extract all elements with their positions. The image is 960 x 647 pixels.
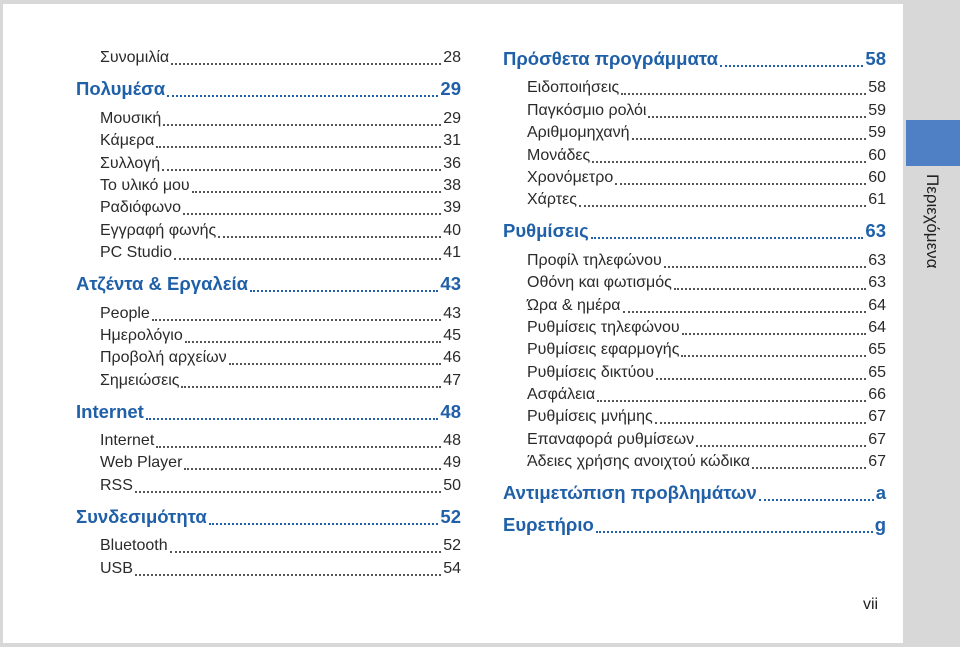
dot-leader — [579, 205, 866, 207]
dot-leader — [152, 319, 441, 321]
dot-leader — [162, 169, 441, 171]
dot-leader — [664, 266, 866, 268]
toc-entry-page: 58 — [868, 79, 886, 97]
dot-leader — [674, 288, 866, 290]
toc-entry-page: 65 — [868, 363, 886, 381]
toc-entry-page: 29 — [443, 109, 461, 127]
toc-entry[interactable] — [503, 406, 886, 428]
toc-entry-label: Πρόσθετα προγράμματα — [503, 48, 718, 69]
toc-entry-page: 52 — [440, 505, 461, 527]
toc-entry-label: Ραδιόφωνο — [100, 199, 182, 217]
toc-entry[interactable] — [503, 317, 886, 339]
document-page — [3, 4, 903, 643]
dot-leader — [156, 446, 441, 448]
toc-entry-label: Ημερολόγιο — [100, 326, 183, 344]
dot-leader — [621, 93, 866, 95]
toc-entry-page: 36 — [443, 154, 461, 172]
toc-entry-label: Συνομιλία — [100, 49, 170, 67]
toc-entry-page: 63 — [868, 274, 886, 292]
toc-entry[interactable] — [503, 361, 886, 383]
toc-section[interactable] — [76, 272, 461, 296]
dot-leader — [171, 63, 441, 65]
toc-entry-label: Web Player — [100, 454, 183, 472]
toc-entry[interactable] — [76, 369, 461, 391]
toc-entry-page: 48 — [443, 432, 461, 450]
toc-entry[interactable] — [76, 302, 461, 324]
toc-entry[interactable] — [76, 175, 461, 197]
toc-entry[interactable] — [76, 535, 461, 557]
dot-leader — [696, 445, 866, 447]
dot-leader — [250, 290, 438, 292]
toc-section[interactable] — [503, 513, 886, 537]
toc-entry-page: 45 — [443, 326, 461, 344]
toc-entry[interactable] — [76, 130, 461, 152]
toc-entry-label: Επαναφορά ρυθμίσεων — [527, 430, 695, 448]
toc-entry[interactable] — [503, 294, 886, 316]
toc-entry-label: Ρυθμίσεις μνήμης — [527, 408, 653, 426]
toc-entry-page: 63 — [865, 220, 886, 242]
dot-leader — [146, 418, 439, 420]
page-number: vii — [863, 596, 879, 613]
dot-leader — [181, 386, 441, 388]
toc-section[interactable] — [503, 47, 886, 71]
dot-leader — [592, 161, 866, 163]
toc-entry-label: Το υλικό μου — [100, 176, 190, 194]
toc-entry-page: 52 — [443, 537, 461, 555]
dot-leader — [759, 499, 874, 501]
toc-entry[interactable] — [76, 107, 461, 129]
toc-entry[interactable] — [76, 47, 461, 69]
dot-leader — [167, 95, 438, 97]
toc-entry-page: 41 — [443, 244, 461, 262]
toc-entry-page: 49 — [443, 454, 461, 472]
toc-entry-page: 29 — [440, 78, 461, 100]
toc-right-column — [503, 47, 886, 543]
side-tab-label: Περιεχόμενα — [923, 174, 942, 269]
toc-entry-label: RSS — [100, 476, 133, 494]
toc-entry-label: Παγκόσμιο ρολόι — [527, 101, 647, 119]
dot-leader — [597, 400, 866, 402]
toc-entry-label: Internet — [76, 400, 144, 422]
toc-entry-label: Μουσική — [100, 109, 162, 127]
toc-entry-label: Bluetooth — [100, 537, 168, 555]
toc-entry[interactable] — [503, 122, 886, 144]
toc-entry-label: Ρυθμίσεις δικτύου — [527, 363, 654, 381]
toc-left-column — [76, 47, 461, 580]
toc-entry[interactable] — [76, 152, 461, 174]
toc-entry-label: Ρυθμίσεις — [503, 220, 589, 242]
toc-entry-page: 47 — [443, 371, 461, 389]
dot-leader — [591, 237, 864, 239]
toc-entry-label: PC Studio — [100, 244, 173, 262]
toc-entry-label: Χάρτες — [527, 191, 577, 209]
dot-leader — [229, 363, 442, 365]
toc-entry-label: Αριθμομηχανή — [527, 124, 630, 142]
dot-leader — [623, 311, 867, 313]
toc-entry-page: 38 — [443, 176, 461, 194]
toc-entry-page: 40 — [443, 221, 461, 239]
toc-entry-page: 64 — [868, 296, 886, 314]
toc-entry-label: Κάμερα — [100, 132, 155, 150]
toc-entry[interactable] — [503, 189, 886, 211]
toc-entry[interactable] — [76, 452, 461, 474]
toc-entry-label: Ειδοποιήσεις — [527, 79, 620, 97]
chapter-tab — [906, 120, 960, 166]
toc-entry-page: 59 — [868, 124, 886, 142]
toc-entry[interactable] — [503, 272, 886, 294]
toc-entry-label: Ευρετήριο — [503, 514, 594, 536]
toc-entry-label: Προβολή αρχείων — [100, 349, 227, 367]
toc-entry[interactable] — [76, 242, 461, 264]
toc-section[interactable] — [503, 481, 886, 505]
toc-entry[interactable] — [503, 384, 886, 406]
toc-entry-page: 67 — [868, 453, 886, 471]
toc-entry-label: USB — [100, 559, 133, 577]
toc-entry[interactable] — [76, 557, 461, 579]
dot-leader — [209, 523, 439, 525]
side-tab-label-wrap — [912, 174, 952, 284]
toc-entry-page: 39 — [443, 199, 461, 217]
toc-entry-page: 46 — [443, 349, 461, 367]
toc-entry[interactable] — [76, 430, 461, 452]
toc-entry-label: Ώρα & ημέρα — [527, 296, 621, 314]
toc-section[interactable] — [503, 219, 886, 243]
toc-entry-label: Συλλογή — [100, 154, 161, 172]
dot-leader — [752, 467, 866, 469]
dot-leader — [218, 236, 441, 238]
toc-entry-label: Σημειώσεις — [100, 371, 180, 389]
dot-leader — [163, 124, 441, 126]
toc-entry-label: Ρυθμίσεις εφαρμογής — [527, 341, 680, 359]
dot-leader — [135, 491, 441, 493]
toc-entry-page: 43 — [440, 273, 461, 295]
toc-entry-page: 64 — [868, 318, 886, 336]
dot-leader — [135, 574, 441, 576]
toc-entry[interactable] — [503, 428, 886, 450]
dot-leader — [720, 65, 863, 67]
toc-entry-label: Μονάδες — [527, 146, 591, 164]
toc-entry[interactable] — [503, 77, 886, 99]
dot-leader — [185, 341, 441, 343]
toc-entry-page: 60 — [868, 146, 886, 164]
toc-entry[interactable] — [76, 474, 461, 496]
toc-entry[interactable] — [503, 144, 886, 166]
toc-entry-label: Χρονόμετρο — [527, 168, 614, 186]
toc-entry[interactable] — [76, 347, 461, 369]
toc-entry-page: 54 — [443, 559, 461, 577]
toc-entry-label: Πολυμέσα — [76, 78, 166, 100]
toc-entry-page: g — [874, 514, 886, 536]
toc-entry[interactable] — [503, 451, 886, 473]
toc-entry-page: 67 — [868, 408, 886, 426]
dot-leader — [184, 468, 441, 470]
toc-entry[interactable] — [503, 339, 886, 361]
toc-entry-page: 43 — [443, 304, 461, 322]
dot-leader — [656, 378, 866, 380]
toc-entry-page: 61 — [868, 191, 886, 209]
toc-entry[interactable] — [503, 167, 886, 189]
dot-leader — [648, 116, 866, 118]
toc-entry-page: 65 — [868, 341, 886, 359]
toc-entry-page: 58 — [865, 48, 886, 69]
toc-entry-label: Ρυθμίσεις τηλεφώνου — [527, 318, 680, 336]
dot-leader — [655, 422, 866, 424]
toc-entry-page: 50 — [443, 476, 461, 494]
toc-section[interactable] — [76, 505, 461, 529]
toc-entry-page: 48 — [440, 400, 461, 422]
toc-section[interactable] — [76, 400, 461, 424]
toc-entry[interactable] — [76, 197, 461, 219]
toc-entry-label: Internet — [100, 432, 155, 450]
dot-leader — [192, 191, 442, 193]
toc-entry-page: 59 — [868, 101, 886, 119]
toc-entry-page: 66 — [868, 386, 886, 404]
dot-leader — [174, 258, 441, 260]
dot-leader — [596, 531, 873, 533]
dot-leader — [170, 551, 442, 553]
toc-entry-page: 31 — [443, 132, 461, 150]
toc-entry-label: Ασφάλεια — [527, 386, 596, 404]
toc-entry-page: 67 — [868, 430, 886, 448]
toc-entry-label: People — [100, 304, 150, 322]
toc-entry[interactable] — [503, 99, 886, 121]
dot-leader — [681, 355, 866, 357]
dot-leader — [615, 183, 866, 185]
toc-entry-label: Ατζέντα & Εργαλεία — [76, 273, 249, 295]
toc-entry[interactable] — [76, 325, 461, 347]
toc-entry[interactable] — [503, 249, 886, 271]
dot-leader — [632, 138, 867, 140]
toc-entry-label: Συνδεσιμότητα — [76, 505, 207, 527]
toc-entry[interactable] — [76, 219, 461, 241]
toc-entry-label: Άδειες χρήσης ανοιχτού κώδικα — [527, 453, 750, 471]
toc-entry-page: 63 — [868, 251, 886, 269]
toc-entry-label: Προφίλ τηλεφώνου — [527, 251, 662, 269]
toc-entry-page: a — [875, 482, 886, 504]
toc-entry-label: Αντιμετώπιση προβλημάτων — [503, 482, 757, 504]
dot-leader — [183, 213, 441, 215]
toc-entry-label: Οθόνη και φωτισμός — [527, 274, 672, 292]
dot-leader — [682, 333, 867, 335]
dot-leader — [156, 146, 441, 148]
toc-entry-label: Εγγραφή φωνής — [100, 221, 217, 239]
toc-entry-page: 28 — [443, 49, 461, 67]
toc-section[interactable] — [76, 77, 461, 101]
toc-entry-page: 60 — [868, 168, 886, 186]
